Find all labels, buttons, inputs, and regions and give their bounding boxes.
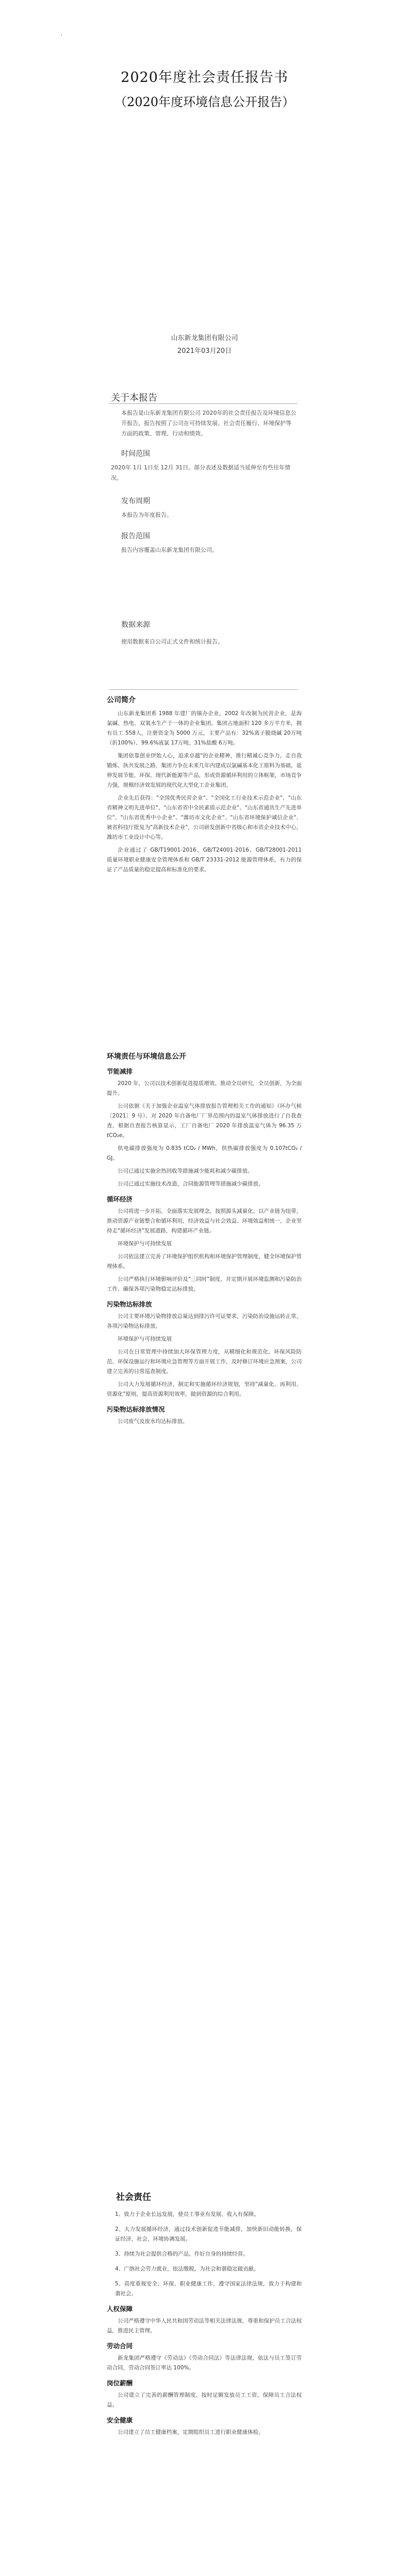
scope-text: 报告内容覆盖山东新龙集团有限公司。 — [121, 547, 218, 553]
post-salary-text: 公司建立了完善的薪酬管理制度，按时足额发放员工工资，保障员工合法权益。 — [107, 2392, 302, 2408]
post-salary-title: 岗位薪酬 — [107, 2379, 133, 2387]
circular-economy-title: 循环经济 — [107, 1195, 133, 1203]
human-rights-title: 人权保障 — [107, 2305, 133, 2313]
pollution-title: 污染物达标排放 — [107, 1300, 152, 1308]
energy-paragraph: 2020 年，公司以技术创新促进提质增效、推动全员研究，全员创新，为全面提升。 — [107, 1080, 302, 1096]
energy-paragraph: 公司依据《关于加强企业温室气体排放报告管理相关工作的通知》（环办气候〔2021〕9 号），对 2020 年自备电厂厂界范围内的温室气体排放进行了自我查查，根据自查报告核算显示，工厂自备电厂 2020 年排放温室气体为 96.35 万tCO₂e。 — [107, 1103, 302, 1139]
social-item: 2、大力发展循环经济，通过技术创新促进节能减排，加快新旧动能转换，保证经济、社会、环境协调发展。 — [115, 2226, 302, 2242]
energy-saving-title: 节能减排 — [107, 1067, 133, 1075]
cover-company: 山东新龙集团有限公司 — [171, 334, 238, 342]
profile-paragraph: 集团依靠创业伊始人心，追求卓越"的企业精神，推行精诚心竞争力，走自我锻炼、执共发展之路，集团力争在未来几年内建成以氯碱基本化工原料为基础，延伸发展节能、环保、现代新能源等产品，形成资源循环利用的立体框架，市场竞争力强，规模经济效发展的现代化大型化工企业集团。 — [107, 753, 302, 788]
social-title: 社会责任 — [116, 2192, 151, 2202]
circular-paragraph: 公司依法建立完善了环境保护组织机构和环境保护管理制度，健全环境保护管理体系。 — [107, 1253, 302, 1269]
labor-contract-text: 新龙集团严格遵守《劳动法》《劳动合同法》等法律法规，依法与员工签订劳动合同，劳动合同签订率达 100%。 — [107, 2355, 302, 2371]
about-title: 关于本报告 — [111, 393, 157, 403]
labor-contract-title: 劳动合同 — [107, 2342, 133, 2350]
pollution-paragraph: 公司大力发展循环经济，制定和实施循环经济规划，坚持"减量化、再利用、资源化"原则，提高资源利用效率，做到资源的综合利用。 — [107, 1381, 302, 1397]
source-text: 使用数据来自公司正式文件和统计报告。 — [121, 638, 223, 645]
human-rights-text: 公司严格遵守中华人民共和国劳动法等相关法律法规，尊重和保护员工合法权益，推进民主管理。 — [107, 2318, 302, 2334]
report-title: 2020年度社会责任报告书 — [121, 70, 288, 86]
about-intro: 本报告是山东新龙集团有限公司 2020年的社会责任报告及环境信息公开报告，报告按照了公司在可持续发展、社会责任履行、环境保护等方面的政策、管理、行动和绩效。 — [121, 410, 297, 437]
period-heading: 时间范围 — [121, 450, 150, 458]
social-item: 5、高度重视安全、环保、职业健康工作，遵守国家法律法规，致力于构建和谐社会。 — [115, 2281, 302, 2297]
energy-paragraph: 供电碳排放强度为 0.835 tCO₂ / MWh，供热碳排放强度为 0.107tCO₂ / GJ。 — [107, 1145, 302, 1161]
period-text: 2020年 1月 1日至 12月 31日。部分表述及数据适当延伸至有些往年情况。 — [111, 464, 290, 481]
social-item: 4、广纳社会劳力就业，依法缴税，为社会和谐稳定做贡献。 — [115, 2266, 259, 2272]
safety-health-text: 公司建立了员工健康档案，定期组织员工进行职业健康体检。 — [118, 2429, 264, 2435]
about-divider — [109, 403, 298, 404]
report-subtitle: （2020年度环境信息公开报告） — [114, 95, 295, 109]
emission-status-title: 污染物达标排放情况 — [107, 1405, 165, 1413]
safety-health-title: 安全健康 — [107, 2416, 133, 2424]
energy-paragraph: 公司已通过实施技术改造，合同能源管理等措施减少碳排放。 — [118, 1181, 264, 1187]
company-profile-section — [107, 694, 302, 878]
page-mark: ' — [61, 34, 62, 40]
profile-paragraph: 企业通过了 GB/T19001-2016、GB/T24001-2016、GB/T28001-2011 质量环境职业健康安全管理体系和 GB/T 23331-2012 能源管理体系，有力的保证了产品质量的稳定提高和标准化的要求。 — [107, 847, 302, 873]
scope-heading: 报告范围 — [121, 532, 150, 540]
environment-title: 环境责任与环境信息公开 — [107, 1053, 186, 1061]
profile-paragraph: 企业先后获得："全国优秀民营企业"、"全国化工行业技术示范企业"、"山东省精神文明先进单位"、"山东省省中全民素质示范企业"、"山东省通讯生产先进单位"、"山东省优秀中小企业"、"潍坊市文化企业"、"山东省环境保护诚信企业"、被省科技厅批复为"高新技术企业"，公司研发创新中省级心和市省企业技术中心，潍坊市工业设计中心等。 — [107, 795, 302, 840]
pollution-paragraph: 公司主要环境污染物排放总量达到排污许可证要求，污染防治设施运转正常，各项污染物达标排放。 — [107, 1313, 302, 1329]
publisher-heading: 发布周期 — [121, 497, 150, 505]
circular-paragraph: 环境保护与可持续发展 — [118, 1241, 172, 1247]
publisher-text: 本报告为年度报告。 — [121, 512, 172, 518]
pollution-paragraph: 环境保护与可持续发展 — [118, 1336, 172, 1342]
emission-status-text: 公司废气及废水均达标排放。 — [118, 1418, 188, 1425]
environment-section — [107, 1051, 302, 1430]
source-heading: 数据来源 — [121, 621, 150, 629]
social-responsibility-section — [107, 2190, 302, 2441]
pollution-paragraph: 公司在日常管理中持续加大环保管理力度，从精细化和规范化、环保风险防范、环保设施运行和环境应急管理等方面开展工作，及时修订环境应急预案，公司建立完善的日常巡查制度。 — [107, 1349, 302, 1375]
social-item: 1、致力于企业长远发展，使员工事业有发展、收入有保障。 — [115, 2211, 259, 2217]
energy-paragraph: 公司已通过实施余热回收等措施减少能耗和减少碳排放。 — [118, 1168, 253, 1174]
profile-paragraph: 山东新龙集团系 1988 年建厂的镇办企业，2002 年改制为民营企业，是海氯碱、热电、双氧水生产于一体的企业集团。集团占地面积 120 多万平方米，拥有员工 558人，注册资金为 5000 万元，主要产品有：32%离子膜烧碱 20万吨（折100%）、99.6%液氯 17万吨、31%盐酸 6万吨。 — [107, 710, 302, 746]
circular-paragraph: 公司严格执行环境影响评价及"三同时"制度，并定期开展环境监测和污染防治工作，确保各项污染物稳定达标排放。 — [107, 1276, 302, 1292]
cover-date: 2021年03月20日 — [177, 347, 232, 355]
circular-paragraph: 公司将进一步开拓，全面落实发展理念，按照源头减量化、以产业链为纽带，推动资源产业链整合和循环利用，经济效益与社会效益、环境效益相统一，企业坚持走"循环经济"发展道路，构建循环产业链。 — [107, 1208, 302, 1234]
social-item: 3、持续为社会提供合格的产品，作好自身的持续经营。 — [115, 2251, 249, 2257]
profile-divider — [109, 689, 298, 690]
profile-title: 公司简介 — [107, 696, 136, 704]
